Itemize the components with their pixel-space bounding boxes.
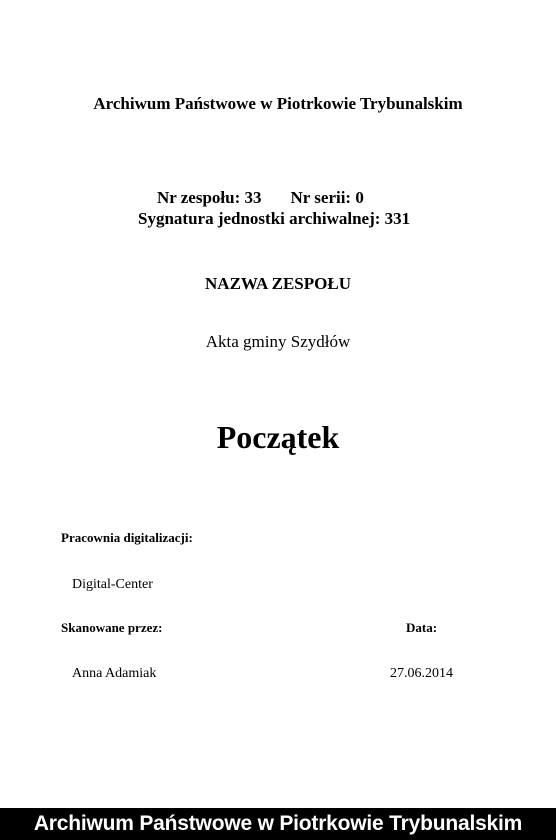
identifier-line (157, 188, 364, 208)
footer-banner-text: Archiwum Państwowe w Piotrkowie Trybunalskim (33, 812, 523, 835)
series-number: Nr serii: 0 (290, 188, 364, 207)
date-value: 27.06.2014 (390, 666, 453, 681)
archival-unit-signature: Sygnatura jednostki archiwalnej: 331 (138, 209, 411, 228)
date-label: Data: (406, 620, 438, 635)
fond-number: Nr zespołu: 33 (157, 188, 262, 207)
fond-name-heading: NAZWA ZESPOŁU (205, 274, 351, 293)
digitization-lab-label: Pracownia digitalizacji: (61, 530, 193, 545)
scanned-by-value: Anna Adamiak (72, 666, 157, 681)
digitization-lab-value: Digital-Center (72, 577, 153, 592)
archive-name-header: Archiwum Państwowe w Piotrkowie Trybunalskim (93, 94, 463, 113)
page-title: Początek (216, 419, 340, 455)
fond-name: Akta gminy Szydłów (205, 332, 351, 351)
scanned-by-label: Skanowane przez: (61, 620, 163, 635)
